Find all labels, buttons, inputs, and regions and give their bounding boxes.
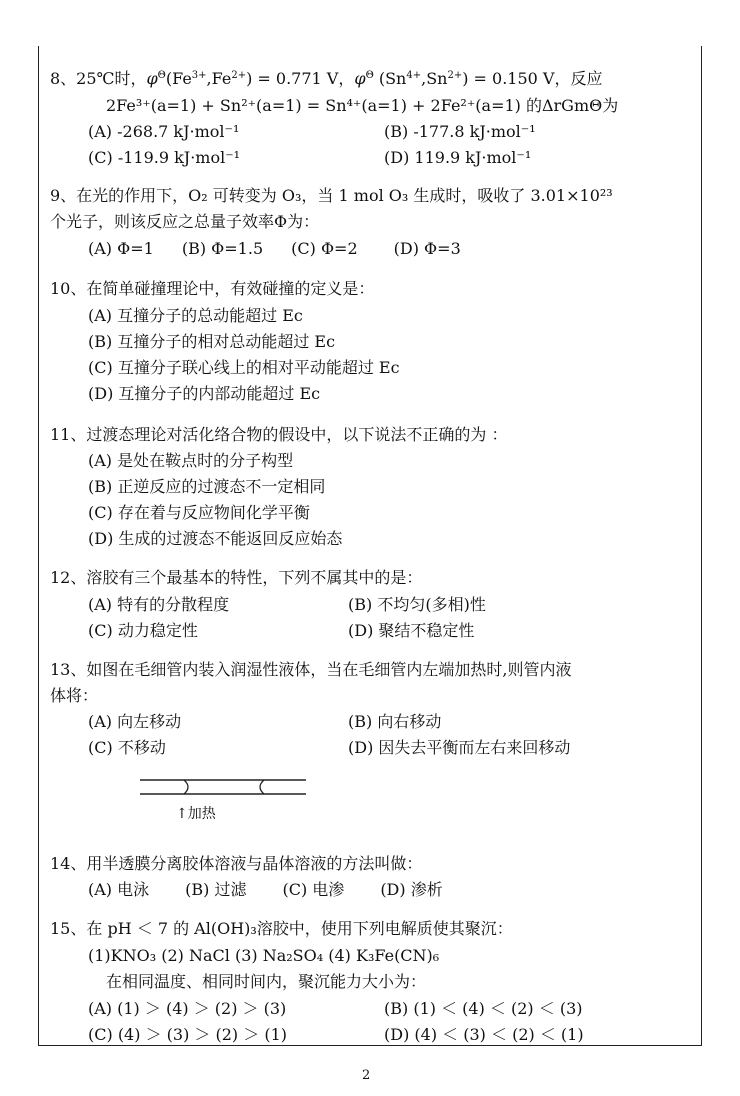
q12-stem: 12、溶胶有三个最基本的特性，下列不属其中的是： (50, 568, 423, 587)
capillary-tube-figure (140, 772, 310, 802)
q15-condition: 在相同温度、相同时间内，聚沉能力大小为： (106, 972, 427, 991)
heating-label: ↑加热 (176, 806, 216, 822)
q13-stem-line1: 13、如图在毛细管内装入润湿性液体，当在毛细管内左端加热时,则管内液 (50, 660, 572, 679)
page-number: 2 (362, 1068, 371, 1083)
q15-electrolytes: (1)KNO₃ (2) NaCl (3) Na₂SO₄ (4) K₃Fe(CN)₆ (88, 946, 440, 965)
q10-option-d: (D) 互撞分子的内部动能超过 Ec (88, 384, 321, 403)
q9-option-c: (C) Φ=2 (291, 239, 358, 258)
q14-option-a: (A) 电泳 (88, 880, 150, 899)
q13-stem-line2: 体将： (50, 686, 99, 705)
q9-option-b: (B) Φ=1.5 (181, 239, 264, 258)
q14-option-b: (B) 过滤 (185, 880, 247, 899)
q13-option-d: (D) 因失去平衡而左右来回移动 (348, 738, 571, 757)
q11-option-a: (A) 是处在鞍点时的分子构型 (88, 451, 294, 470)
q9-stem-line2: 个光子，则该反应之总量子效率Φ为： (50, 212, 320, 231)
q8-stem: 8、25℃时，$\varphi^\Theta(Fe^{3+},Fe^{2+}) = 0.771$ V，$\varphi^\Theta$ $(Sn^{4+},Sn^{2+}) = 0.150$ V，反应 (50, 69, 603, 88)
q10-option-a: (A) 互撞分子的总动能超过 Ec (88, 306, 303, 325)
q11-option-d: (D) 生成的过渡态不能返回反应始态 (88, 529, 343, 548)
q9-option-d: (D) Φ=3 (393, 239, 461, 258)
q12-option-a: (A) 特有的分散程度 (88, 595, 230, 614)
q9-options (88, 238, 461, 260)
q10-option-c: (C) 互撞分子联心线上的相对平动能超过 Ec (88, 358, 400, 377)
q13-option-c: (C) 不移动 (88, 738, 166, 757)
q8-option-c: (C) -119.9 kJ·mol⁻¹ (88, 148, 241, 167)
q12-option-b: (B) 不均匀(多相)性 (348, 595, 486, 614)
q14-stem: 14、用半透膜分离胶体溶液与晶体溶液的方法叫做： (50, 854, 423, 873)
q14-option-d: (D) 渗析 (380, 880, 443, 899)
q13-option-a: (A) 向左移动 (88, 712, 182, 731)
q14-options (88, 879, 443, 901)
q13-option-b: (B) 向右移动 (348, 712, 442, 731)
q10-option-b: (B) 互撞分子的相对总动能超过 Ec (88, 332, 336, 351)
q10-stem: 10、在简单碰撞理论中，有效碰撞的定义是： (50, 279, 375, 298)
q15-option-a: (A) (1) ＞ (4) ＞ (2) ＞ (3) (88, 999, 287, 1018)
q8-reaction: 2Fe³⁺(a=1) + Sn²⁺(a=1) = Sn⁴⁺(a=1) + 2Fe²⁺(a=1) 的ΔrGmΘ为 (106, 96, 619, 115)
q12-option-c: (C) 动力稳定性 (88, 621, 198, 640)
left-meniscus (184, 780, 188, 794)
right-meniscus (260, 780, 264, 794)
q9-stem-line1: 9、在光的作用下，O₂ 可转变为 O₃，当 1 mol O₃ 生成时，吸收了 3.01×10²³ (50, 186, 613, 205)
q8-option-b: (B) -177.8 kJ·mol⁻¹ (384, 122, 536, 141)
q12-option-d: (D) 聚结不稳定性 (348, 621, 475, 640)
q11-option-c: (C) 存在着与反应物间化学平衡 (88, 503, 310, 522)
q8-option-d: (D) 119.9 kJ·mol⁻¹ (384, 148, 532, 167)
q15-option-c: (C) (4) ＞ (3) ＞ (2) ＞ (1) (88, 1025, 287, 1044)
q15-stem: 15、在 pH ＜ 7 的 Al(OH)₃溶胶中，使用下列电解质使其聚沉： (50, 919, 513, 938)
q15-option-b: (B) (1) ＜ (4) ＜ (2) ＜ (3) (384, 999, 583, 1018)
q11-option-b: (B) 正逆反应的过渡态不一定相同 (88, 477, 326, 496)
q8-option-a: (A) -268.7 kJ·mol⁻¹ (88, 122, 240, 141)
q9-option-a: (A) Φ=1 (88, 239, 154, 258)
q14-option-c: (C) 电渗 (282, 880, 345, 899)
q15-option-d: (D) (4) ＜ (3) ＜ (2) ＜ (1) (384, 1025, 584, 1044)
q11-stem: 11、过渡态理论对活化络合物的假设中，以下说法不正确的为 ： (50, 425, 508, 444)
